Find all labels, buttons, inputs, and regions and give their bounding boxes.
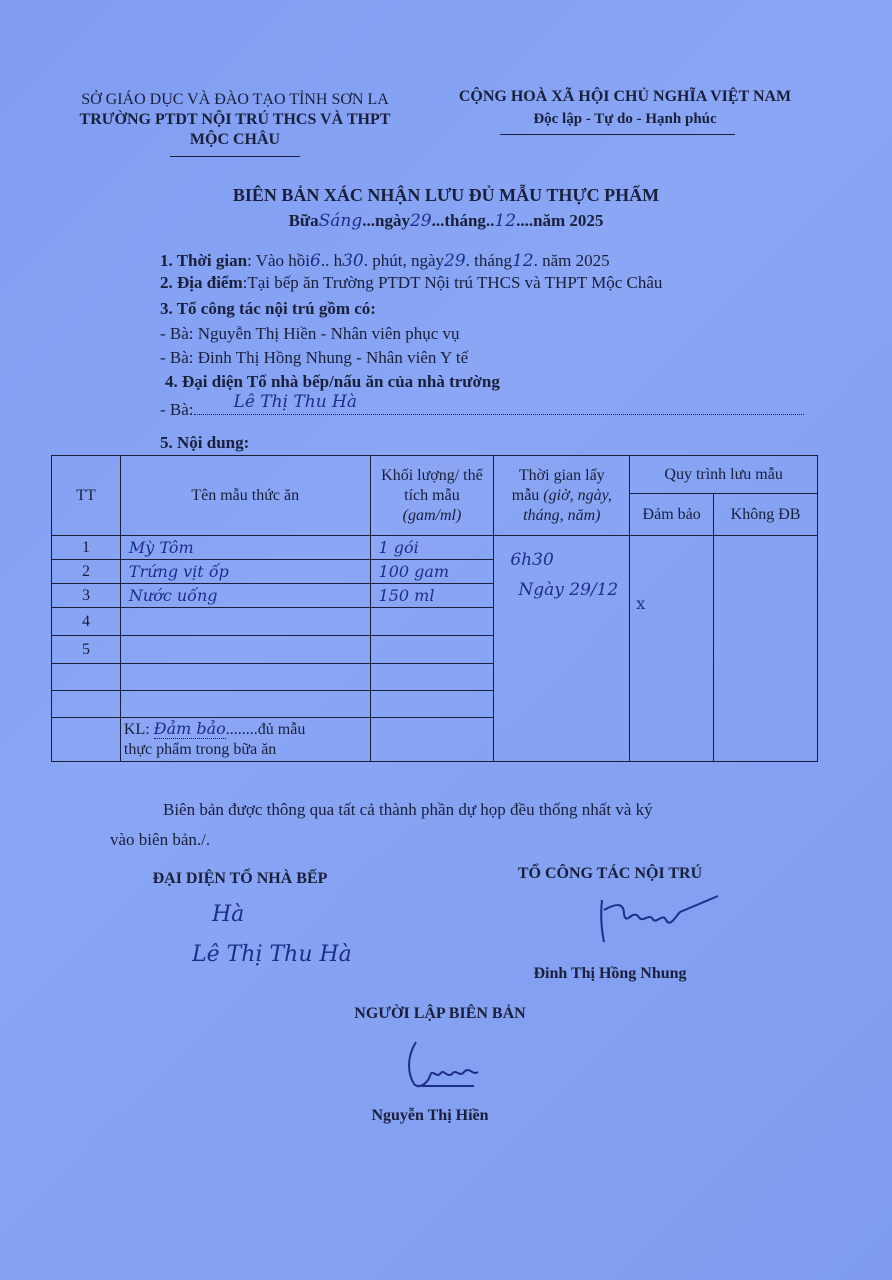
conclusion-suffix: ........đủ mẫu [225, 721, 306, 738]
header-right-underline [500, 134, 735, 135]
notok-cell [714, 536, 818, 762]
sample-table [51, 455, 818, 762]
col-header-time [494, 456, 630, 536]
minute-handwritten: 30 [342, 251, 364, 271]
kitchen-title: ĐẠI DIỆN TỔ NHÀ BẾP [152, 870, 328, 887]
school-location: MỘC CHÂU [189, 131, 281, 148]
ok-cell [630, 536, 714, 762]
meal-day-handwritten: 29 [409, 211, 432, 231]
col-header-time-sample: mẫu [511, 486, 544, 504]
time-cell [494, 536, 630, 762]
ok-mark: x [636, 594, 646, 613]
row-food-name: Mỳ Tôm [120, 536, 370, 560]
meal-month-label: ...tháng.. [431, 211, 495, 230]
meal-day-label: ...ngày [362, 211, 410, 230]
section-content-label: 5. Nội dung: [160, 433, 250, 452]
motto: Độc lập - Tự do - Hạnh phúc [533, 111, 717, 127]
meal-year-label: ....năm 2025 [516, 211, 604, 230]
row-tt: 5 [52, 636, 121, 664]
row-tt: 3 [52, 584, 121, 608]
col-header-time-line1: Thời gian lấy [518, 466, 605, 484]
col-header-tt: TT [52, 456, 121, 536]
row-mass [370, 608, 494, 636]
meal-prefix: Bữa [288, 211, 319, 230]
col-header-time-line2 [494, 486, 629, 506]
section-time-minute: . phút, ngày [363, 251, 445, 270]
row-tt: 1 [52, 536, 121, 560]
country-name: CỘNG HOÀ XÃ HỘI CHỦ NGHĨA VIỆT NAM [458, 88, 792, 105]
row-food-name [120, 636, 370, 664]
section-kitchen-label: 4. Đại diện Tổ nhà bếp/nấu ăn của nhà trường [165, 372, 500, 391]
section-location-label: 2. Địa điểm [160, 273, 243, 292]
row-empty [370, 691, 494, 718]
row-empty [52, 691, 121, 718]
col-header-process: Quy trình lưu mẫu [630, 456, 818, 494]
col-header-ok: Đảm bảo [630, 494, 714, 536]
section-time-text: : Vào hồi [247, 251, 311, 270]
col-header-mass-line1: Khối lượng/ thể [381, 466, 483, 484]
kitchen-rep-prefix: - Bà: [160, 400, 194, 419]
team-title: TỔ CÔNG TÁC NỘI TRÚ [517, 865, 703, 882]
col-header-mass-line3: (gam/ml) [402, 506, 462, 524]
row-mass: 1 gói [370, 536, 494, 560]
section-location [160, 273, 662, 293]
row-food-name: Nước uống [120, 584, 370, 608]
row-empty [120, 664, 370, 691]
maker-signature [400, 1038, 490, 1093]
day-handwritten: 29 [444, 251, 466, 271]
row-food-name: Trứng vịt ốp [120, 560, 370, 584]
section-time-h: .. h [320, 251, 343, 270]
row-mass [370, 636, 494, 664]
conclusion-cell [120, 718, 370, 762]
kitchen-rep-handwritten: Lê Thị Thu Hà [233, 392, 358, 412]
maker-name: Nguyễn Thị Hiền [371, 1107, 489, 1124]
team-name: Đinh Thị Hồng Nhung [533, 965, 687, 982]
maker-title: NGƯỜI LẬP BIÊN BẢN [354, 1005, 526, 1022]
header-left-underline [170, 156, 300, 157]
row-empty [120, 691, 370, 718]
document-title: BIÊN BẢN XÁC NHẬN LƯU ĐỦ MẪU THỰC PHẨM [232, 185, 660, 205]
section-time-month: . tháng [465, 251, 512, 270]
section-location-text: :Tại bếp ăn Trường PTDT Nội trú THCS và THPT Mộc Châu [242, 273, 663, 292]
closing-line2: vào biên bản./. [110, 830, 211, 849]
col-header-name: Tên mẫu thức ăn [120, 456, 370, 536]
team-signature [590, 890, 730, 950]
school-name: TRƯỜNG PTDT NỘI TRÚ THCS VÀ THPT [79, 111, 391, 128]
section-time-label: 1. Thời gian [160, 251, 248, 270]
kitchen-rep-line [160, 392, 804, 420]
col-header-time-units: (giờ, ngày, [543, 486, 612, 504]
row-empty [370, 664, 494, 691]
row-tt: 2 [52, 560, 121, 584]
department-name: SỞ GIÁO DỤC VÀ ĐÀO TẠO TỈNH SƠN LA [81, 91, 389, 108]
col-header-mass-line2: tích mẫu [404, 486, 460, 504]
conclusion-line2: thực phẩm trong bữa ăn [123, 741, 277, 758]
row-empty [370, 718, 494, 762]
row-empty [52, 718, 121, 762]
row-mass: 150 ml [370, 584, 494, 608]
conclusion-handwritten: Đảm bảo [153, 719, 226, 738]
col-header-notok: Không ĐB [714, 494, 818, 536]
row-mass: 100 gam [370, 560, 494, 584]
time-handwritten-2: Ngày 29/12 [518, 580, 619, 600]
row-tt: 4 [52, 608, 121, 636]
col-header-mass [370, 456, 494, 536]
meal-line [0, 211, 892, 231]
kitchen-name-handwritten: Lê Thị Thu Hà [192, 942, 352, 967]
time-handwritten-1: 6h30 [510, 550, 554, 570]
row-empty [52, 664, 121, 691]
meal-month-handwritten: 12 [494, 211, 517, 231]
row-food-name [120, 608, 370, 636]
section-time-year: . năm 2025 [533, 251, 610, 270]
header-left [40, 90, 430, 150]
conclusion-prefix: KL: [123, 721, 154, 738]
section-team-label: 3. Tổ công tác nội trú gồm có: [160, 299, 376, 318]
section-time [160, 251, 610, 271]
conclusion-line1 [124, 719, 370, 740]
month-handwritten: 12 [511, 251, 534, 271]
team-member-1: - Bà: Nguyễn Thị Hiền - Nhân viên phục vụ [160, 324, 460, 343]
team-member-2: - Bà: Đinh Thị Hồng Nhung - Nhân viên Y tế [160, 348, 469, 367]
closing-line1: Biên bản được thông qua tất cả thành phần dự họp đều thống nhất và ký [163, 800, 653, 819]
col-header-time-line3: tháng, năm) [523, 506, 601, 524]
kitchen-signature: Hà [212, 902, 245, 927]
hour-handwritten: 6 [310, 251, 321, 271]
meal-handwritten: Sáng [318, 211, 363, 231]
header-right [430, 86, 820, 130]
